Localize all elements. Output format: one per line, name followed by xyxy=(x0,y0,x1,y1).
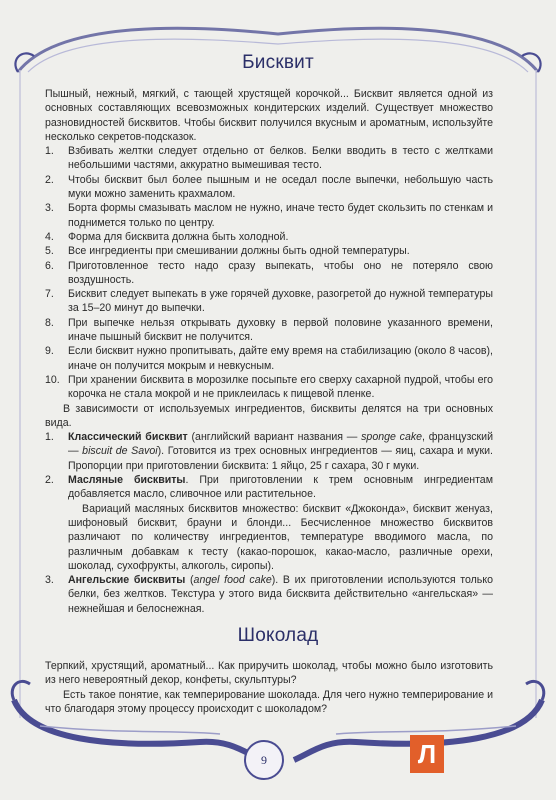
list-item xyxy=(45,473,493,573)
type-name: Ангельские бисквиты xyxy=(68,574,186,587)
list-item xyxy=(45,316,493,345)
list-item xyxy=(45,230,493,244)
french-name: biscuit de Savoi xyxy=(82,445,158,458)
list-item xyxy=(45,259,493,288)
section-title-chocolate: Шоколад xyxy=(237,625,319,646)
chocolate-paragraph-1: Терпкий, хрустящий, ароматный... Как приручить шоколад, чтобы можно было изготовить из него невероятный декор, конфеты, скульптуры? xyxy=(45,660,493,687)
list-number: 3. xyxy=(45,202,54,215)
english-name: angel food cake xyxy=(193,574,272,587)
list-item xyxy=(45,344,493,373)
list-number: 7. xyxy=(45,288,54,301)
list-number: 4. xyxy=(45,230,54,243)
list-text: Борта формы смазывать маслом не нужно, иначе тесто будет скользить по стенкам и поднимется только по центру. xyxy=(68,202,493,229)
tips-list xyxy=(45,144,493,401)
list-text xyxy=(68,473,493,573)
list-item xyxy=(45,173,493,202)
list-text: Приготовленное тесто надо сразу выпекать, чтобы оно не потеряло свою воздушность. xyxy=(68,259,493,286)
list-number: 6. xyxy=(45,259,54,272)
list-text: При хранении бисквита в морозилке посыпьте его сверху сахарной пудрой, чтобы его корочка не стала мокрой и не приклеилась к пищевой пленке. xyxy=(68,373,493,401)
text-fragment: ( xyxy=(185,574,194,587)
chocolate-paragraph-2: Есть такое понятие, как темперирование шоколада. Для чего нужно темперирование и что благодаря этому процессу происходит с шоколадом? xyxy=(45,688,493,715)
list-item xyxy=(45,573,493,616)
section-title-biscuit: Бисквит xyxy=(242,52,314,73)
list-text xyxy=(68,573,493,616)
list-number: 5. xyxy=(45,245,54,258)
list-number: 10. xyxy=(45,373,60,386)
list-number: 9. xyxy=(45,345,54,358)
list-text: Форма для бисквита должна быть холодной. xyxy=(68,230,289,243)
list-text xyxy=(68,430,493,473)
list-number: 2. xyxy=(45,474,54,487)
intro-paragraph: Пышный, нежный, мягкий, с тающей хрустящей корочкой... Бисквит является одной из основных составляющих всевозможных кондитерских изделий. Существует множество разновидностей бисквитов. Чтобы бисквит получился вкусным и ароматным, используйте несколько секретов-подсказок. xyxy=(45,88,493,143)
list-text: Чтобы бисквит был более пышным и не оседал после выпечки, небольшую часть муки можно заменить крахмалом. xyxy=(68,173,493,201)
list-text: Взбивать желтки следует отдельно от белков. Белки вводить в тесто с желтками небольшими частями, аккуратно вымешивая тесто. xyxy=(68,145,493,172)
types-list xyxy=(45,430,493,616)
text-fragment: , французский — xyxy=(68,431,493,458)
list-text: Если бисквит нужно пропитывать, дайте ему время на стабилизацию (около 8 часов), иначе он получится мокрым и невкусным. xyxy=(68,345,493,372)
list-text: Все ингредиенты при смешивании должны быть одной температуры. xyxy=(68,245,410,258)
list-text: Бисквит следует выпекать в уже горячей духовке, разогретой до нужной температуры за 15–20 минут до выпечки. xyxy=(68,288,493,315)
section-body-chocolate xyxy=(45,659,493,716)
type-name: Классический бисквит xyxy=(68,431,188,444)
list-number: 1. xyxy=(45,431,54,444)
type-name: Масляные бисквиты xyxy=(68,474,186,487)
logo-letter: Л xyxy=(417,739,437,769)
list-number: 1. xyxy=(45,145,54,158)
list-item xyxy=(45,144,493,173)
text-fragment: ). В их приготовлении используются только белки, без желтков. Текстура у этого вида бисквита действительно «ангельская» — нежнейшая и белоснежная. xyxy=(68,574,493,615)
types-intro-paragraph: В зависимости от используемых ингредиентов, бисквиты делятся на три основных вида. xyxy=(45,402,493,429)
text-fragment: (английский вариант названия — xyxy=(187,431,362,444)
list-number: 8. xyxy=(45,316,54,329)
list-text: При выпечке нельзя открывать духовку в первой половине указанного времени, иначе пышный бисквит не получится. xyxy=(68,316,493,344)
list-item xyxy=(45,201,493,230)
publisher-logo xyxy=(410,735,444,773)
list-item xyxy=(45,430,493,473)
page-number: 9 xyxy=(244,740,284,780)
section-body-biscuit xyxy=(45,87,493,616)
list-number: 3. xyxy=(45,574,54,587)
variations-paragraph: Вариаций масляных бисквитов множество: бисквит «Джоконда», бисквит женуаз, шифоновый бисквит, брауни и блонди... Бесчисленное множество бисквитов различают по количеству ингредиентов, температуре вводимого масла, по различным добавкам к тесту (какао-порошок, какао-масло, различные орехи, шоколад, сухофрукты, алкоголь, сиропы). xyxy=(68,502,493,572)
list-item xyxy=(45,244,493,258)
list-item xyxy=(45,287,493,316)
text-fragment: . При приготовлении к трем основным ингредиентам добавляется масло, сливочное или растительное. xyxy=(68,474,493,501)
text-fragment: ). Готовится из трех основных ингредиентов — яиц, сахара и муки. Пропорции при приготовлении бисквита: 1 яйцо, 25 г сахара, 30 г муки. xyxy=(68,445,493,472)
english-name: sponge cake xyxy=(361,431,423,444)
list-number: 2. xyxy=(45,173,54,186)
list-item xyxy=(45,373,493,402)
